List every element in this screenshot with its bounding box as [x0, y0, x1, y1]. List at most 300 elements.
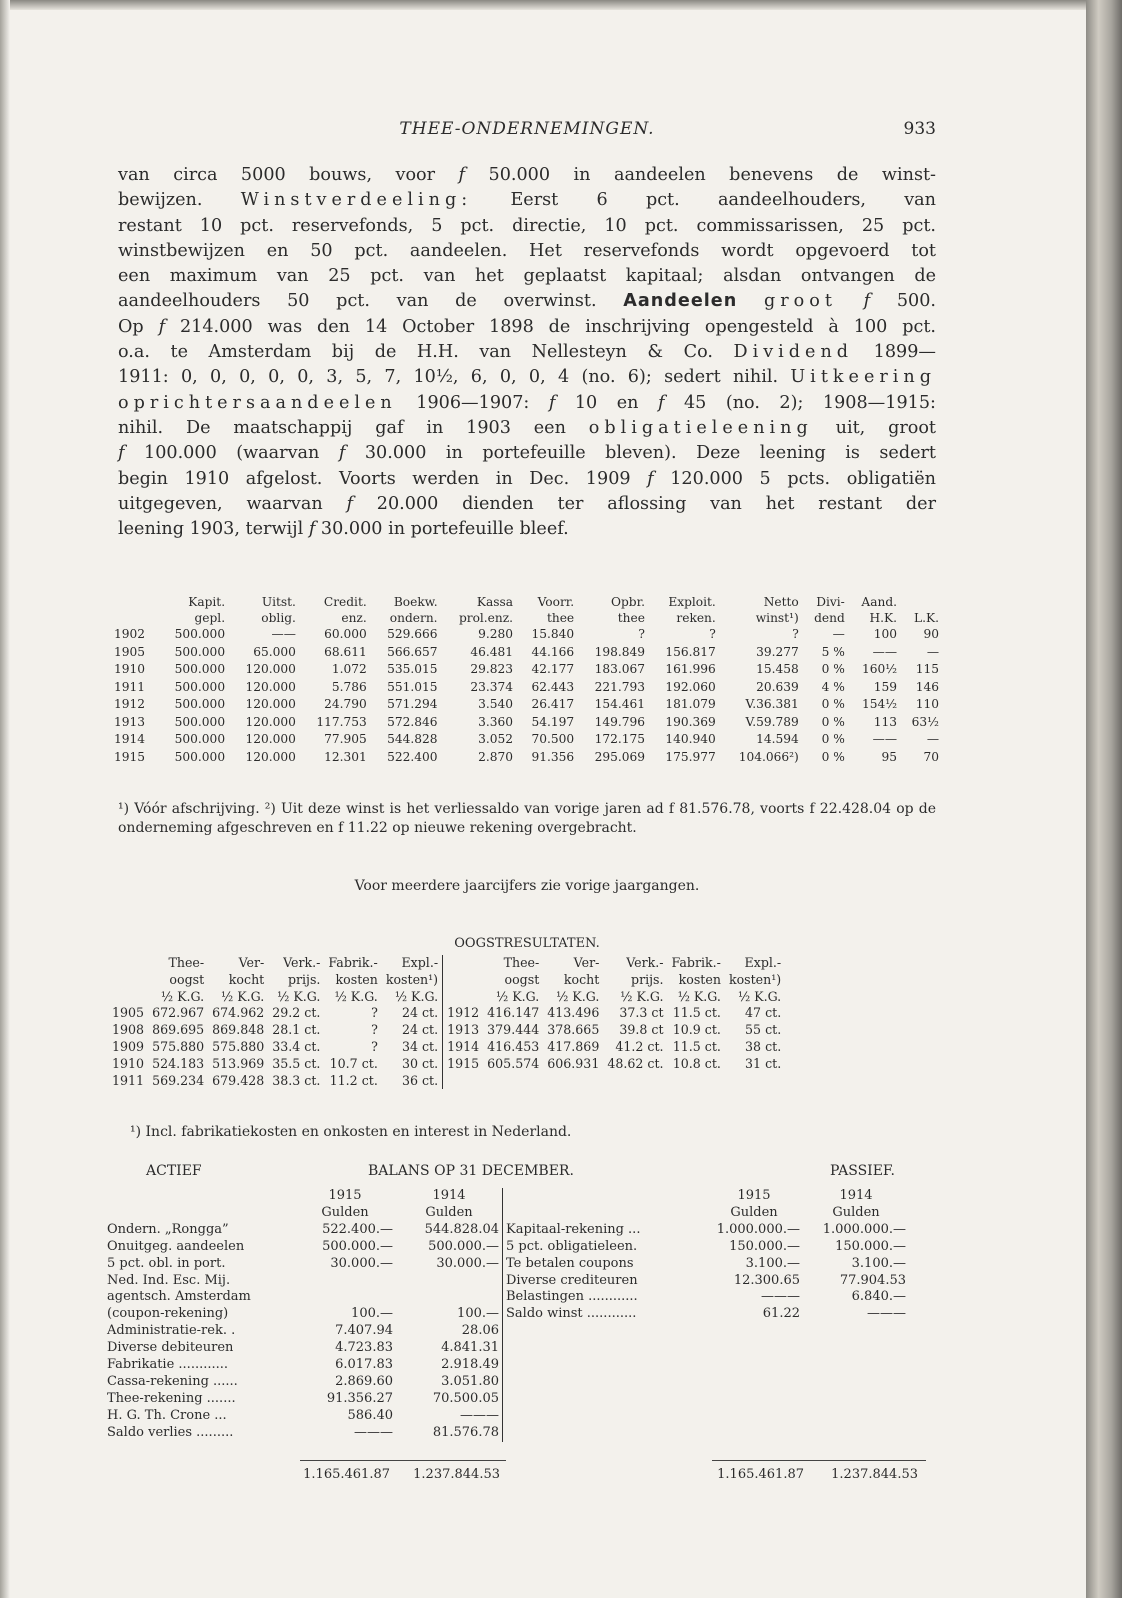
harvest-header-cell: Ver- [573, 955, 600, 970]
text-segment: leening 1903, terwijl [118, 519, 309, 540]
fin-cell: 15.458 [756, 662, 799, 676]
passief-value [705, 1425, 803, 1442]
fin-row [112, 626, 942, 644]
actief-value: 28.06 [461, 1323, 499, 1339]
harvest-header-cell: Thee- [168, 955, 205, 970]
balance-blank [503, 1205, 706, 1222]
fin-cell: 54.197 [531, 714, 575, 729]
fin-cell: 571.294 [387, 697, 438, 711]
fin-year-cell: 1913 [114, 714, 146, 729]
fin-cell: 2.870 [478, 749, 514, 764]
harvest-row [108, 1039, 785, 1056]
fin-cell: — [926, 644, 939, 659]
passief-label [503, 1323, 706, 1340]
actief-value: 3.051.80 [441, 1373, 499, 1389]
passief-value [803, 1425, 909, 1442]
fin-header-cell: Opbr. [611, 595, 645, 609]
fin-cell: 500.000 [174, 679, 226, 694]
fin-cell: 161.996 [665, 662, 716, 676]
balance-row [104, 1374, 909, 1391]
fin-cell: 9.280 [478, 627, 514, 641]
passief-label [503, 1408, 706, 1425]
passief-value: 61.22 [762, 1306, 800, 1322]
text-segment [737, 291, 764, 311]
harvest-cell: 513.969 [212, 1055, 265, 1071]
fin-cell: 198.849 [594, 644, 645, 659]
balance-row [104, 1323, 909, 1340]
fin-cell: 29.823 [470, 662, 514, 676]
harvest-cell: 38 ct. [745, 1038, 782, 1054]
fin-header-cell: Netto [763, 595, 799, 609]
actief-label: Cassa-rekening ...... [107, 1373, 238, 1389]
actief-label: Administratie-rek. . [107, 1323, 236, 1339]
fin-cell: 146 [915, 679, 939, 694]
passief-value: 77.904.53 [839, 1272, 906, 1288]
passief-label [503, 1425, 706, 1442]
fin-header-cell: Exploit. [668, 595, 716, 609]
fin-cell: 46.481 [470, 644, 514, 659]
balance-row [104, 1340, 909, 1357]
fin-header-cell: Aand. [861, 595, 898, 609]
total-passief-1915: 1.165.461.87 [717, 1467, 804, 1482]
text-segment: 1899— [853, 342, 936, 363]
fin-cell: 500.000 [174, 714, 226, 729]
fin-cell: 39.277 [756, 644, 799, 659]
harvest-table [108, 955, 785, 1089]
fin-cell: 91.356 [531, 749, 575, 764]
fin-cell: 23.374 [470, 679, 514, 694]
actief-value: 2.869.60 [335, 1373, 393, 1389]
actief-value: 500.000.— [428, 1238, 499, 1254]
body-line [118, 264, 936, 289]
text-segment: 45 (no. 2); 1908—1915: [664, 392, 936, 413]
balance-sheet [104, 1188, 909, 1442]
fin-cell: 3.052 [478, 732, 514, 746]
balance-row [104, 1357, 909, 1374]
body-line [118, 467, 936, 492]
fin-cell: 0 % [821, 749, 845, 764]
passief-value: 3.100.— [851, 1255, 906, 1271]
harvest-year: 1913 [443, 1022, 484, 1039]
fin-header-cell [900, 594, 942, 610]
harvest-header-cell: ½ K.G. [394, 988, 439, 1004]
harvest-cell: 10.7 ct. [329, 1055, 378, 1071]
harvest-year: 1908 [112, 1022, 145, 1038]
florin-symbol: f [458, 165, 466, 185]
balance-actief-label: ACTIEF [146, 1163, 202, 1179]
fin-cell: 535.015 [387, 662, 438, 676]
actief-label: Thee-rekening ....... [107, 1390, 236, 1406]
fin-header-cell: oblig. [261, 611, 296, 625]
fin-cell: 500.000 [174, 732, 226, 746]
body-line [118, 391, 936, 416]
harvest-header-row-3 [108, 989, 785, 1006]
fin-row [112, 661, 942, 679]
fin-year-cell: 1905 [114, 644, 146, 659]
fin-header-cell: thee [617, 611, 645, 625]
harvest-cell: 679.428 [212, 1072, 265, 1088]
spaced-term: obligatieleening [588, 417, 813, 438]
actief-label: Ned. Ind. Esc. Mij. [107, 1272, 231, 1288]
harvest-cell: 39.8 ct [619, 1022, 664, 1038]
text-segment: winstbewijzen en 50 pct. aandeelen. Het reservefonds wordt opgevoerd tot [118, 240, 936, 261]
harvest-header-row-1 [108, 955, 785, 972]
fin-cell: — [832, 627, 845, 641]
text-segment: 1911: 0, 0, 0, 0, 0, 3, 5, 7, 10½, 6, 0, 0, 4 (no. 6); sedert nihil. [118, 367, 791, 388]
harvest-header-cell: ½ K.G. [496, 988, 540, 1004]
fin-row [112, 714, 942, 732]
balance-column-header: Gulden [425, 1204, 473, 1220]
fin-cell: 90 [923, 627, 939, 641]
passief-value [803, 1374, 909, 1391]
fin-year-cell: 1911 [114, 679, 146, 694]
text-segment: restant 10 pct. reservefonds, 5 pct. directie, 10 pct. commissarissen, 25 pct. [118, 215, 936, 236]
balance-row [104, 1306, 909, 1323]
harvest-header-cell: Fabrik.- [671, 955, 721, 970]
fin-header-cell: Boekw. [393, 595, 438, 609]
fin-header-cell: H.K. [869, 611, 898, 625]
fin-header-cell: winst¹) [755, 611, 799, 625]
fin-cell: 566.657 [387, 644, 438, 659]
fin-cell: 183.067 [594, 662, 645, 676]
balance-title: BALANS OP 31 DECEMBER. [368, 1163, 574, 1179]
balance-column-header: 1915 [328, 1188, 362, 1203]
fin-cell: 115 [915, 662, 939, 676]
fin-header-row-1 [112, 594, 942, 610]
harvest-cell: 569.234 [152, 1072, 205, 1088]
fin-cell: 70 [923, 749, 939, 764]
harvest-header-cell: ½ K.G. [160, 988, 205, 1004]
harvest-header-cell: Verk.- [626, 955, 664, 970]
harvest-cell: 24 ct. [401, 1005, 439, 1021]
fin-year-cell: 1915 [114, 749, 146, 764]
text-segment: 214.000 was den 14 October 1898 de inschrijving opengesteld à 100 pct. [165, 316, 937, 337]
passief-value [705, 1374, 803, 1391]
florin-symbol: f [647, 468, 654, 489]
text-segment: aandeelhouders 50 pct. van de overwinst. [118, 291, 624, 312]
passief-value [803, 1323, 909, 1340]
fin-header-cell: enz. [341, 611, 367, 625]
fin-header-cell: prol.enz. [458, 611, 514, 625]
harvest-cell: 48.62 ct. [607, 1055, 664, 1071]
actief-value [396, 1289, 503, 1306]
harvest-year: 1910 [112, 1055, 145, 1071]
balance-total-rule-left [300, 1460, 506, 1461]
balance-row [104, 1222, 909, 1239]
passief-value: 3.100.— [745, 1255, 800, 1271]
fin-cell: 14.594 [756, 732, 799, 746]
fin-year-cell: 1910 [114, 662, 146, 676]
page-top-edge [0, 0, 1092, 10]
passief-value [803, 1408, 909, 1425]
harvest-cell: 674.962 [212, 1005, 265, 1021]
fin-header-row-2 [112, 610, 942, 626]
harvest-row [108, 1056, 785, 1073]
harvest-header-blank [443, 989, 484, 1006]
harvest-cell: 524.183 [152, 1055, 205, 1071]
fin-cell: 500.000 [174, 697, 226, 711]
text-segment: uitgegeven, waarvan [118, 493, 347, 514]
actief-value: 4.723.83 [335, 1340, 393, 1356]
fin-year-cell: 1902 [114, 627, 146, 641]
fin-cell: 192.060 [665, 679, 716, 694]
fin-cell: 154.461 [594, 697, 645, 711]
fin-cell: 544.828 [387, 732, 438, 746]
harvest-row [108, 1005, 785, 1022]
passief-label [503, 1374, 706, 1391]
text-segment: nihil. De maatschappij gaf in 1903 een [118, 417, 589, 438]
harvest-row [108, 1073, 785, 1090]
florin-symbol: f [308, 519, 316, 540]
harvest-cell: 672.967 [152, 1005, 205, 1021]
harvest-cell: 416.453 [487, 1038, 540, 1054]
harvest-header-cell: kocht [228, 971, 265, 987]
fin-cell: 95 [881, 749, 898, 764]
passief-value: 150.000.— [729, 1238, 800, 1254]
balance-row [104, 1273, 909, 1290]
page-left-edge [0, 0, 10, 1598]
actief-value [294, 1273, 396, 1290]
passief-value [803, 1340, 909, 1357]
passief-label: 5 pct. obligatieleen. [503, 1239, 706, 1256]
fin-row [112, 749, 942, 767]
fin-header-cell: gepl. [194, 611, 226, 625]
harvest-header-blank [108, 972, 148, 989]
body-line [118, 315, 936, 340]
text-segment: van circa 5000 bouws, voor [118, 165, 459, 185]
balance-column-header: 1915 [737, 1188, 771, 1203]
body-line [118, 340, 936, 365]
fin-cell: 181.079 [665, 697, 716, 711]
fin-cell: 5 % [821, 644, 845, 659]
fin-row [112, 731, 942, 749]
fin-header-cell: Voorr. [537, 595, 575, 609]
harvest-footnote: ¹) Incl. fabrikatiekosten en onkosten en interest in Nederland. [130, 1124, 572, 1140]
fin-cell: — [926, 732, 939, 746]
harvest-cell: 11.2 ct. [329, 1072, 378, 1088]
fin-cell: 120.000 [245, 732, 296, 746]
balance-column-header: Gulden [832, 1204, 880, 1220]
actief-value: 586.40 [347, 1407, 393, 1423]
harvest-header-cell: Expl.- [401, 955, 439, 970]
fin-cell: 120.000 [245, 679, 296, 694]
running-title: THEE-ONDERNEMINGEN. [399, 119, 655, 139]
fin-header-cell: thee [546, 611, 575, 625]
balance-header-row [104, 1205, 909, 1222]
passief-value: 6.840.— [851, 1289, 906, 1305]
body-line [118, 517, 936, 542]
actief-value: 2.918.49 [441, 1357, 499, 1373]
text-segment: Eerst 6 pct. aandeelhouders, van [472, 190, 936, 211]
harvest-header-cell: oogst [169, 971, 205, 987]
fin-cell: 0 % [821, 732, 845, 746]
body-line [118, 492, 936, 517]
text-segment: 30.000 in portefeuille bleef. [315, 519, 569, 540]
actief-label: (coupon-rekening) [107, 1306, 229, 1322]
harvest-header-blank [443, 972, 484, 989]
harvest-title: OOGSTRESULTATEN. [454, 936, 600, 951]
harvest-cell: 36 ct. [401, 1072, 439, 1088]
florin-symbol: f [548, 392, 556, 413]
fin-header-cell: Uitst. [261, 595, 296, 609]
fin-cell: 26.417 [531, 697, 575, 711]
text-segment: 1906—1907: [396, 392, 549, 413]
fin-cell: 113 [873, 714, 898, 729]
harvest-cell: 34 ct. [401, 1038, 439, 1054]
actief-value: 30.000.— [330, 1255, 393, 1271]
fin-cell: 140.940 [665, 732, 716, 746]
fin-header-cell: Kassa [476, 595, 514, 609]
harvest-header-cell: ½ K.G. [556, 988, 600, 1004]
text-segment: bewijzen. [118, 190, 241, 211]
fin-cell: 120.000 [245, 714, 296, 729]
fin-cell: 20.639 [756, 679, 799, 694]
passief-value: ——— [761, 1289, 800, 1305]
book-spine [1086, 0, 1122, 1598]
actief-label: Onuitgeg. aandeelen [107, 1238, 245, 1254]
fin-cell: 160½ [861, 662, 898, 676]
harvest-cell: 869.848 [212, 1022, 265, 1038]
balance-column-header: 1914 [432, 1188, 466, 1203]
passief-label [503, 1340, 706, 1357]
passief-value [803, 1357, 909, 1374]
harvest-empty [443, 1073, 786, 1090]
harvest-cell: 416.147 [487, 1005, 540, 1021]
text-segment: 50.000 in aandeelen benevens de winst- [465, 165, 936, 185]
florin-symbol: f [657, 392, 665, 413]
actief-label: Fabrikatie ............ [107, 1357, 229, 1373]
fin-cell: 529.666 [387, 627, 438, 641]
total-passief-1914: 1.237.844.53 [831, 1467, 918, 1482]
harvest-header-blank [108, 989, 148, 1006]
harvest-header-cell: Verk.- [283, 955, 321, 970]
fin-cell: —— [872, 644, 898, 659]
harvest-year: 1912 [443, 1005, 484, 1022]
harvest-header-cell: Thee- [503, 955, 540, 970]
harvest-cell: ? [371, 1005, 378, 1021]
fin-row [112, 679, 942, 697]
actief-value: 4.841.31 [441, 1340, 499, 1356]
harvest-year: 1905 [112, 1005, 145, 1021]
text-segment: o.a. te Amsterdam bij de H.H. van Nellesteyn & Co. [118, 342, 734, 363]
fin-header-cell: dend [814, 611, 845, 625]
total-actief-1914: 1.237.844.53 [413, 1467, 500, 1482]
text-segment: 100.000 (waarvan [124, 443, 339, 464]
harvest-cell: 33.4 ct. [272, 1038, 321, 1054]
fin-cell: 295.069 [594, 749, 645, 764]
harvest-header-cell: Expl.- [744, 955, 782, 970]
spaced-term: Dividend [733, 342, 854, 363]
harvest-header-cell: prijs. [631, 971, 664, 987]
text-segment [837, 291, 864, 311]
fin-cell: 221.793 [594, 679, 645, 694]
fin-header-cell: reken. [676, 611, 716, 625]
fin-cell: 500.000 [174, 662, 226, 676]
fin-cell: 1.072 [331, 662, 367, 676]
harvest-header-row-2 [108, 972, 785, 989]
actief-value: 91.356.27 [326, 1390, 393, 1406]
harvest-cell: 31 ct. [745, 1055, 782, 1071]
harvest-cell: 37.3 ct [619, 1005, 664, 1021]
passief-value [705, 1357, 803, 1374]
passief-value [705, 1323, 803, 1340]
actief-value: 544.828.04 [424, 1221, 499, 1237]
body-line [118, 188, 936, 213]
fin-cell: 522.400 [387, 749, 438, 764]
fin-cell: 175.977 [665, 749, 716, 764]
harvest-cell: 10.9 ct. [672, 1022, 721, 1038]
fin-cell: 70.500 [531, 732, 575, 746]
florin-symbol: f [118, 443, 125, 464]
harvest-cell: 11.5 ct. [672, 1038, 721, 1054]
fin-cell: 154½ [861, 697, 898, 711]
text-segment: begin 1910 afgelost. Voorts werden in Dec. 1909 [118, 468, 648, 489]
fin-cell: 24.790 [324, 697, 367, 711]
fin-cell: 117.753 [316, 714, 367, 729]
actief-label: Diverse debiteuren [107, 1340, 234, 1356]
spaced-term: oprichtersaandeelen [118, 392, 397, 413]
fin-year-cell: 1914 [114, 732, 146, 746]
company-description [118, 163, 936, 542]
harvest-header-cell: kosten [678, 971, 721, 987]
harvest-header-cell: prijs. [287, 971, 321, 987]
harvest-header-cell: ½ K.G. [277, 988, 321, 1004]
body-line [118, 365, 936, 390]
total-actief-1915: 1.165.461.87 [303, 1467, 390, 1482]
passief-label: Belastingen ............ [503, 1289, 706, 1306]
harvest-cell: 38.3 ct. [272, 1072, 321, 1088]
harvest-cell: 378.665 [547, 1022, 600, 1038]
harvest-cell: 575.880 [152, 1038, 205, 1054]
fin-cell: 65.000 [253, 644, 296, 659]
harvest-cell: ? [371, 1038, 378, 1054]
text-segment: 10 en [555, 392, 658, 413]
fin-cell: 0 % [821, 697, 845, 711]
balance-header-row [104, 1188, 909, 1205]
actief-value: ——— [460, 1407, 499, 1423]
passief-label: Saldo winst ............ [503, 1306, 706, 1323]
fin-cell: 77.905 [324, 732, 367, 746]
fin-cell: 120.000 [245, 662, 296, 676]
harvest-header-cell: kosten [335, 971, 378, 987]
balance-row [104, 1391, 909, 1408]
harvest-year: 1915 [443, 1056, 484, 1073]
see-note: Voor meerdere jaarcijfers zie vorige jaargangen. [354, 878, 700, 894]
harvest-header-blank [443, 955, 484, 972]
text-segment: uit, groot [812, 417, 937, 438]
balance-row [104, 1425, 909, 1442]
fin-cell: V.36.381 [745, 697, 799, 711]
body-line [118, 416, 936, 441]
spaced-term: Uitkeering [790, 367, 936, 388]
fin-cell: 572.846 [387, 714, 438, 729]
fin-cell: —— [872, 732, 898, 746]
spaced-term: groot [763, 291, 837, 312]
harvest-cell: 41.2 ct. [615, 1038, 664, 1054]
body-line [118, 214, 936, 239]
fin-cell: 3.540 [478, 697, 514, 711]
fin-cell: 190.369 [665, 714, 716, 729]
fin-year-cell: 1912 [114, 697, 146, 711]
balance-blank [503, 1188, 706, 1205]
harvest-header-cell: kosten¹) [728, 971, 782, 987]
fin-cell: 159 [873, 679, 898, 694]
passief-label [503, 1357, 706, 1374]
text-segment: een maximum van 25 pct. van het geplaatst kapitaal; alsdan ontvangen de [118, 266, 936, 287]
actief-value [396, 1273, 503, 1290]
fin-cell: 60.000 [324, 627, 367, 641]
actief-value: 6.017.83 [335, 1357, 393, 1373]
